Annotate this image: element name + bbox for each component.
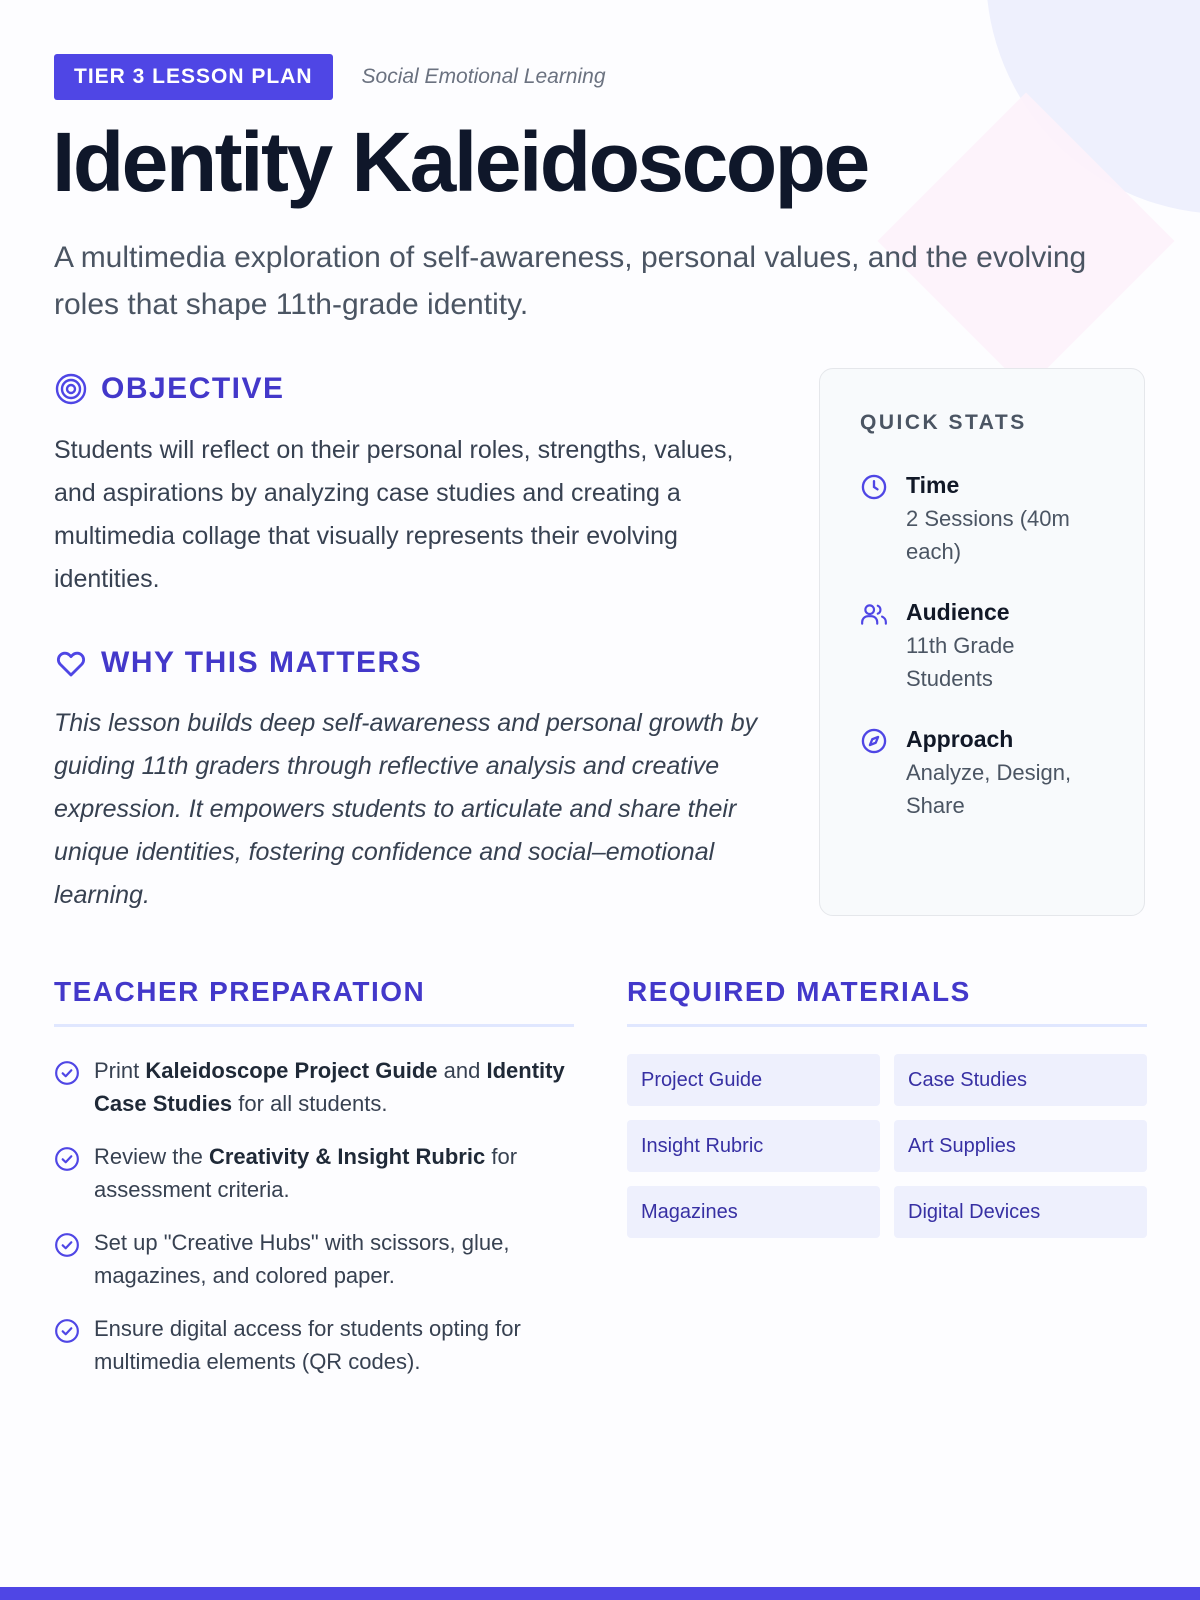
teacher-prep-list [54, 1054, 574, 1398]
objective-text: Students will reflect on their personal roles, strengths, values, and aspirations by analyzing case studies and creating a multimedia collage that visually represents their evolving identities. [54, 436, 734, 593]
prep-text: for assessment criteria. [94, 1144, 518, 1202]
materials-heading: REQUIRED MATERIALS [627, 976, 1147, 1027]
stat-audience-value: 11th Grade Students [906, 633, 1015, 691]
material-chip: Digital Devices [894, 1186, 1147, 1238]
stat-approach [860, 723, 1106, 822]
prep-bold: Creativity & Insight Rubric [208, 1144, 486, 1169]
material-chip: Case Studies [894, 1054, 1147, 1106]
prep-text: Ensure digital access for students opting for multimedia elements (QR codes). [94, 1316, 521, 1374]
page-subtitle: A multimedia exploration of self-awareness, personal values, and the evolving roles that shape 11th-grade identity. [54, 241, 1087, 321]
prep-text: and [437, 1058, 487, 1083]
stat-audience-label: Audience [906, 599, 1010, 625]
stat-time-label: Time [906, 472, 960, 498]
why-heading [54, 646, 422, 680]
check-circle-icon [54, 1318, 80, 1344]
prep-bold: Identity Case Studies [94, 1058, 565, 1116]
material-chip: Art Supplies [894, 1120, 1147, 1172]
prep-text: Set up "Creative Hubs" with scissors, glue, magazines, and colored paper. [94, 1230, 510, 1288]
list-item [54, 1054, 574, 1120]
prep-text: Review the [94, 1144, 209, 1169]
objective-heading [54, 372, 285, 406]
clock-icon [860, 473, 888, 501]
stat-time [860, 469, 1106, 568]
prep-text: Print [94, 1058, 146, 1083]
lesson-header [54, 54, 1154, 328]
heart-icon [54, 646, 88, 680]
page-title: Identity Kaleidoscope [52, 115, 868, 209]
list-item [54, 1140, 574, 1206]
why-heading-label: WHY THIS MATTERS [101, 646, 423, 679]
footer-accent-bar [0, 1587, 1200, 1600]
stat-time-value: 2 Sessions (40m each) [906, 506, 1070, 564]
check-circle-icon [54, 1232, 80, 1258]
check-circle-icon [54, 1060, 80, 1086]
subject-label: Social Emotional Learning [361, 65, 606, 88]
compass-icon [860, 727, 888, 755]
prep-bold: Kaleidoscope Project Guide [145, 1058, 438, 1083]
material-chip: Magazines [627, 1186, 880, 1238]
stat-audience [860, 596, 1106, 695]
target-icon [54, 372, 88, 406]
check-circle-icon [54, 1146, 80, 1172]
material-chip: Project Guide [627, 1054, 880, 1106]
objective-heading-label: OBJECTIVE [101, 372, 285, 405]
list-item [54, 1312, 574, 1378]
teacher-prep-heading: TEACHER PREPARATION [54, 976, 574, 1027]
users-icon [860, 600, 888, 628]
stat-approach-label: Approach [906, 726, 1014, 752]
materials-grid [627, 1054, 1147, 1238]
list-item [54, 1226, 574, 1292]
why-text: This lesson builds deep self-awareness and personal growth by guiding 11th graders through reflective analysis and creative expression. It empowers students to articulate and share their unique identities, fostering confidence and social–emotional learning. [54, 709, 758, 909]
material-chip: Insight Rubric [627, 1120, 880, 1172]
quick-stats-card [819, 368, 1145, 916]
stat-approach-value: Analyze, Design, Share [906, 760, 1072, 818]
prep-text: for all students. [232, 1091, 388, 1116]
quick-stats-title: QUICK STATS [860, 411, 1027, 434]
tier-badge: TIER 3 LESSON PLAN [54, 54, 333, 100]
